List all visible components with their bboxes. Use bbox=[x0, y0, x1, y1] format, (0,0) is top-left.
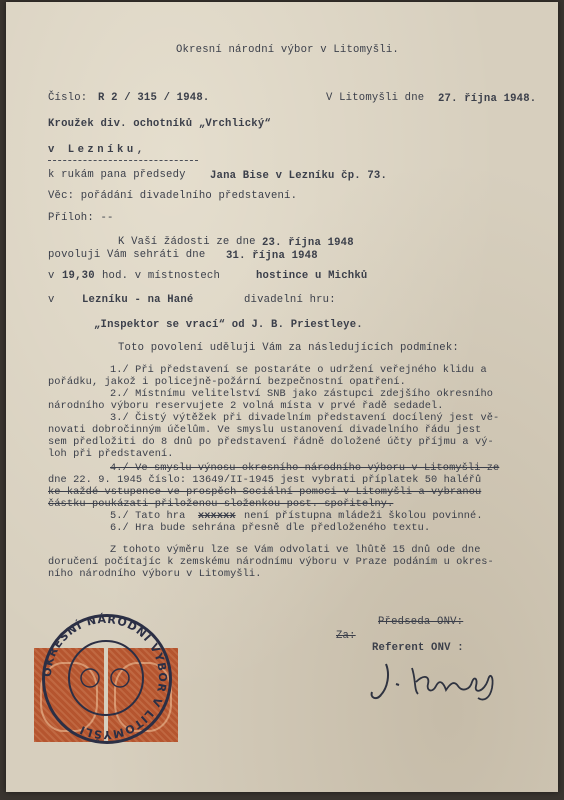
addressee-organization: Kroužek div. ochotníků „Vrchlický“ bbox=[48, 118, 271, 130]
struck-condition-line: 4./ Ve smyslu výnosu okresního národního výboru v Litomyšli ze bbox=[110, 462, 500, 474]
appeal-line: doručení počítajíc k zemskému národnímu výboru v Praze podáním u okres- bbox=[48, 556, 494, 568]
addressee-underline bbox=[48, 160, 198, 161]
condition-5-struck-word: xxxxxx bbox=[198, 510, 236, 522]
condition-line: 1./ Při představení se postaráte o udržení veřejného klidu a bbox=[110, 364, 487, 376]
svg-text:OKRESNÍ NÁRODNÍ VÝBOR V LITOMY: OKRESNÍ NÁRODNÍ VÝBOR V LITOMYŠLI bbox=[40, 612, 170, 742]
referent-label: Referent ONV : bbox=[372, 642, 464, 654]
play-label: divadelní hru: bbox=[244, 294, 336, 306]
condition-line: loh při představení. bbox=[48, 448, 174, 460]
condition-6: 6./ Hra bude sehrána přesně dle předloženého textu. bbox=[110, 522, 431, 534]
condition-line: 3./ Čistý výtěžek při divadelním představení docílený jest vě- bbox=[110, 412, 500, 424]
venue-value: hostince u Michků bbox=[256, 270, 368, 282]
document-page bbox=[6, 2, 558, 792]
appeal-line: Z tohoto výměru lze se Vám odvolati ve lhůtě 15 dnů ode dne bbox=[110, 544, 481, 556]
venue-label: hod. v místnostech bbox=[102, 270, 221, 282]
play-title: „Inspektor se vrací“ od J. B. Priestleye. bbox=[94, 319, 363, 331]
addressee-place: v Lezníku, bbox=[48, 144, 147, 156]
condition-5-prefix: 5./ Tato hra bbox=[110, 510, 186, 522]
request-text-1: K Vaší žádosti ze dne bbox=[118, 236, 256, 248]
subject-line: Věc: pořádání divadelního představení. bbox=[48, 190, 298, 202]
struck-condition-line: částku poukázati přiloženou složenkou post. spořitelny. bbox=[48, 498, 394, 510]
condition-line: 2./ Místnímu velitelství SNB jako zástupci zdejšího okresního bbox=[110, 388, 494, 400]
condition-line: pořádku, jakož i policejně-požární bezpečnostní opatření. bbox=[48, 376, 406, 388]
performance-date: 31. října 1948 bbox=[226, 250, 318, 262]
place-date-label: V Litomyšli dne bbox=[326, 92, 425, 104]
request-text-2: povoluji Vám sehráti dne bbox=[48, 249, 206, 261]
office-header: Okresní národní výbor v Litomyšli. bbox=[176, 44, 399, 56]
attachments-line: Příloh: -- bbox=[48, 212, 114, 224]
venue-prefix: v bbox=[48, 270, 55, 282]
reference-number-value: R 2 / 315 / 1948. bbox=[98, 92, 210, 104]
office-seal-text bbox=[28, 600, 182, 754]
closing-za-struck: Za: bbox=[336, 630, 356, 642]
condition-line: sem předložiti do 8 dnů po představení řádně doložené účty příjmu a vý- bbox=[48, 436, 494, 448]
condition-line: národního výboru reservujete 2 volná místa v prvé řadě sedadel. bbox=[48, 400, 444, 412]
request-date-1: 23. října 1948 bbox=[262, 237, 354, 249]
struck-condition-line: ke každé vstupence ve prospěch Sociální pomoci v Litomyšli a vybranou bbox=[48, 486, 482, 498]
reference-number-label: Číslo: bbox=[48, 92, 88, 104]
date-value: 27. října 1948. bbox=[438, 93, 537, 105]
location-prefix: v bbox=[48, 294, 55, 306]
condition-5-text: není přístupna mládeži školou povinné. bbox=[244, 510, 483, 522]
location-value: Lezníku - na Hané bbox=[82, 294, 194, 306]
appeal-line: ního národního výboru v Litomyšli. bbox=[48, 568, 262, 580]
attention-label: k rukám pana předsedy bbox=[48, 169, 186, 181]
conditions-intro: Toto povolení uděluji Vám za následujících podmínek: bbox=[118, 342, 459, 354]
attention-value: Jana Bise v Lezníku čp. 73. bbox=[210, 170, 388, 182]
performance-time: 19,30 bbox=[62, 270, 95, 282]
condition-line: novati dobročinným účelům. Ve smyslu ustanovení divadelního řádu jest bbox=[48, 424, 482, 436]
struck-condition-line: dne 22. 9. 1945 číslo: 13649/II-1945 jest vybrati příplatek 50 haléřů bbox=[48, 474, 482, 486]
closing-predseda-struck: Předseda ONV: bbox=[378, 616, 464, 628]
signature bbox=[366, 654, 512, 704]
